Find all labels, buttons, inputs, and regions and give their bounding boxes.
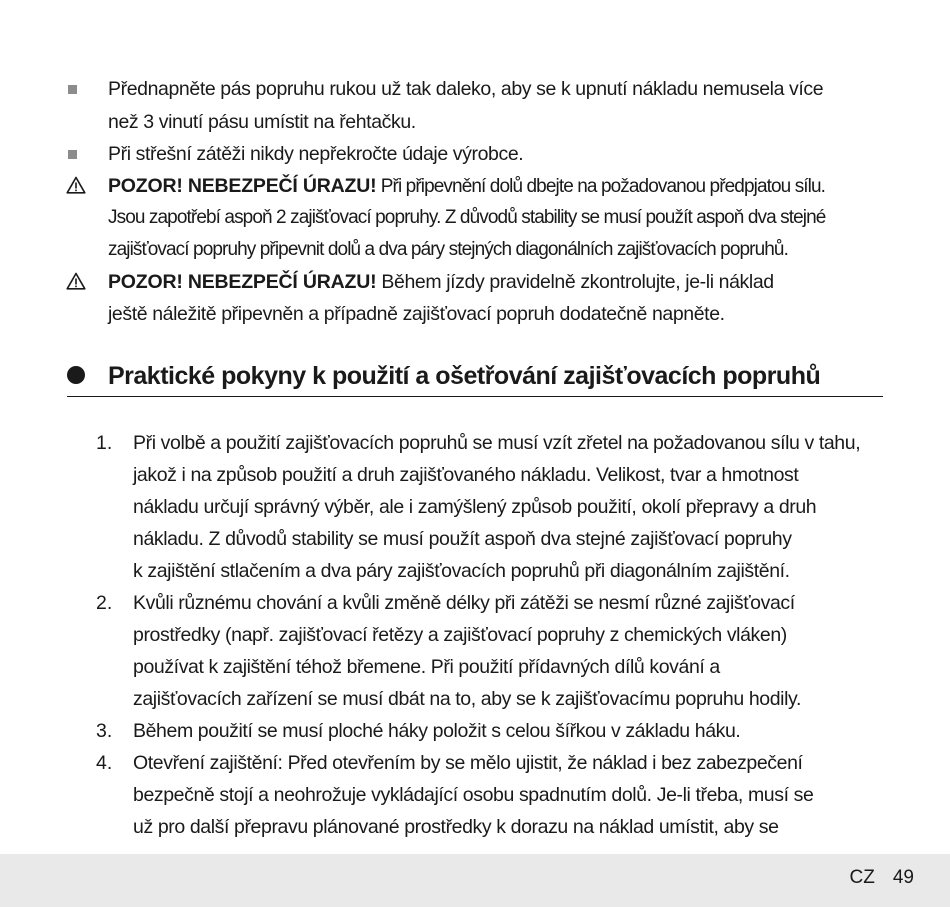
warning-text: Během jízdy pravidelně zkontrolujte, je-li náklad [376,271,774,293]
page-footer [0,854,950,907]
list-item-line: používat k zajištění téhož břemene. Při použití přídavných dílů kování a [133,656,720,678]
warning-triangle-icon [66,272,86,290]
warning-first-line [108,174,825,199]
list-item-line: k zajištění stlačením a dva páry zajišťovacích popruhů při diagonálním zajištění. [133,560,790,582]
list-item-line: Při volbě a použití zajišťovacích popruhů se musí vzít zřetel na požadovanou sílu v tahu, [133,432,861,454]
bullet-text-line: Při střešní zátěži nikdy nepřekročte údaje výrobce. [108,143,524,165]
bullet-square [68,85,77,94]
list-item-line: nákladu. Z důvodů stability se musí použít aspoň dva stejné zajišťovací popruhy [133,528,792,550]
list-item-line: jakož i na způsob použití a druh zajišťovaného nákladu. Velikost, tvar a hmotnost [133,464,799,486]
footer-language: CZ [849,867,875,888]
warning-text-line: Jsou zapotřebí aspoň 2 zajišťovací popruhy. Z důvodů stability se musí použít aspoň dva stejné [108,207,826,228]
heading-bullet-dot [67,366,85,384]
footer-page-info [850,867,914,889]
section-heading: Praktické pokyny k použití a ošetřování zajišťovacích popruhů [108,362,821,390]
list-item-line: už pro další přepravu plánované prostředky k dorazu na náklad umístit, aby se [133,816,779,838]
warning-text: Při připevnění dolů dbejte na požadovanou předpjatou sílu. [376,176,826,197]
list-item-line: bezpečně stojí a neohrožuje vykládající osobu spadnutím dolů. Je-li třeba, musí se [133,784,814,806]
list-item-number: 4. [96,752,113,774]
bullet-text-line: než 3 vinutí pásu umístit na řehtačku. [108,111,416,133]
list-item-line: Během použití se musí ploché háky položit s celou šířkou v základu háku. [133,720,741,742]
warning-text-line: ještě náležitě připevněn a případně zajišťovací popruh dodatečně napněte. [108,303,725,325]
bullet-text-line: Přednapněte pás popruhu rukou už tak daleko, aby se k upnutí nákladu nemusela více [108,78,824,100]
list-item-number: 1. [96,432,113,454]
list-item-line: nákladu určují správný výběr, ale i zamýšlený způsob použití, okolí přepravy a druh [133,496,817,518]
warning-triangle-icon [66,176,86,194]
warning-first-line [108,270,774,294]
list-item-number: 2. [96,592,113,614]
warning-text-line: zajišťovací popruhy připevnit dolů a dva páry stejných diagonálních zajišťovacích popruhů. [108,239,788,260]
list-item-line: zajišťovacích zařízení se musí dbát na to, aby se k zajišťovacímu popruhu hodily. [133,688,801,710]
list-item-number: 3. [96,720,113,742]
bullet-square [68,150,77,159]
list-item-line: Kvůli různému chování a kvůli změně délky při zátěži se nesmí různé zajišťovací [133,592,795,614]
page-number: 49 [892,867,914,888]
warning-label: POZOR! NEBEZPEČÍ ÚRAZU! [108,271,377,293]
warning-label: POZOR! NEBEZPEČÍ ÚRAZU! [108,175,377,197]
list-item-line: prostředky (např. zajišťovací řetězy a zajišťovací popruhy z chemických vláken) [133,624,787,646]
list-item-line: Otevření zajištění: Před otevřením by se mělo ujistit, že náklad i bez zabezpečení [133,752,803,774]
heading-underline [67,396,883,397]
